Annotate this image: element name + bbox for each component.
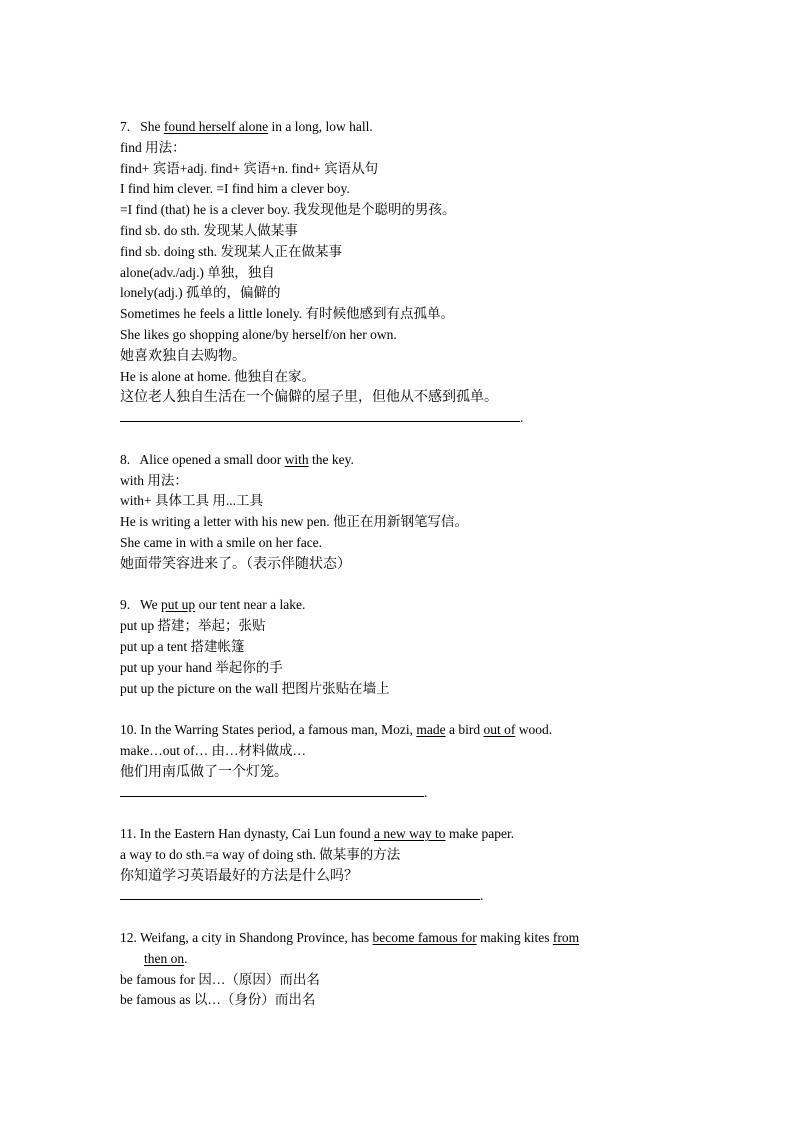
- example-line: She likes go shopping alone/by herself/on her own.: [120, 326, 397, 342]
- answer-blank-line: [120, 886, 680, 907]
- sentence-text: a bird: [448, 722, 481, 738]
- sentence-text: in a long, low hall.: [271, 119, 373, 134]
- document-page: [120, 117, 680, 1011]
- exercise-prompt: 这位老人独自生活在一个偏僻的屋子里，但他从不感到孤单。: [120, 389, 498, 406]
- key-phrase: a new way to: [373, 826, 446, 842]
- sentence-12: [120, 928, 680, 949]
- translation-line: 她喜欢独自去购物。: [120, 347, 246, 364]
- sentence-text: She: [140, 119, 161, 134]
- sentence-text: 11. In the Eastern Han dynasty, Cai Lun found: [120, 826, 371, 842]
- note-line: alone(adv./adj.) 单独，独自: [120, 264, 275, 280]
- period: .: [480, 888, 484, 904]
- note-line: find sb. doing sth. 发现某人正在做某事: [120, 243, 343, 259]
- key-phrase: become famous for: [372, 930, 477, 946]
- answer-blank[interactable]: [120, 784, 424, 797]
- period: .: [184, 950, 188, 966]
- key-phrase: with: [284, 451, 309, 467]
- note-line: lonely(adj.) 孤单的，偏僻的: [120, 285, 281, 301]
- example-line: Sometimes he feels a little lonely. 有时候他感到有点孤单。: [120, 306, 454, 322]
- answer-blank-line: [120, 783, 680, 804]
- example-line: She came in with a smile on her face.: [120, 534, 323, 550]
- sentence-8: [120, 450, 680, 471]
- note-line: with+ 具体工具 用...工具: [120, 493, 263, 509]
- sentence-7: [120, 117, 680, 138]
- example-line: He is alone at home. 他独自在家。: [120, 368, 315, 384]
- answer-blank-line: [120, 408, 680, 429]
- item-number: 9.: [120, 597, 131, 613]
- sentence-text: Alice opened a small door: [139, 451, 282, 467]
- note-line: with 用法：: [120, 472, 188, 488]
- sentence-text: our tent near a lake.: [198, 597, 306, 613]
- example-line: He is writing a letter with his new pen. 他正在用新钢笔写信。: [120, 514, 468, 530]
- key-phrase: made: [416, 722, 446, 738]
- example-line: =I find (that) he is a clever boy. 我发现他是个聪明的男孩。: [120, 202, 456, 218]
- sentence-9: [120, 595, 680, 616]
- sentence-11: [120, 824, 680, 845]
- example-line: put up the picture on the wall 把图片张贴在墙上: [120, 680, 390, 696]
- note-line: a way to do sth.=a way of doing sth. 做某事的方法: [120, 846, 401, 862]
- note-line: be famous for 因…（原因）而出名: [120, 971, 320, 987]
- item-number: 8.: [120, 451, 131, 467]
- example-line: I find him clever. =I find him a clever boy.: [120, 181, 350, 197]
- note-line: make…out of… 由…材料做成…: [120, 742, 306, 758]
- answer-blank[interactable]: [120, 409, 520, 422]
- period: .: [520, 410, 524, 426]
- sentence-text: make paper.: [448, 826, 515, 842]
- key-phrase: from: [552, 930, 580, 946]
- note-line: find 用法：: [120, 139, 186, 155]
- item-number: 7.: [120, 119, 131, 134]
- exercise-prompt: 他们用南瓜做了一个灯笼。: [120, 763, 288, 780]
- sentence-text: 12. Weifang, a city in Shandong Province, has: [120, 930, 370, 946]
- example-line: put up your hand 举起你的手: [120, 659, 283, 675]
- note-line: be famous as 以…（身份）而出名: [120, 992, 316, 1008]
- key-phrase: put up: [161, 597, 196, 613]
- sentence-text: 10. In the Warring States period, a famous man, Mozi,: [120, 722, 413, 738]
- note-line: find+ 宾语+adj. find+ 宾语+n. find+ 宾语从句: [120, 160, 379, 176]
- example-line: put up a tent 搭建帐篷: [120, 638, 245, 654]
- sentence-text: We: [140, 597, 158, 613]
- note-line: find sb. do sth. 发现某人做某事: [120, 222, 298, 238]
- sentence-10: [120, 720, 680, 741]
- period: .: [424, 784, 428, 800]
- note-line: put up 搭建；举起；张贴: [120, 618, 266, 634]
- exercise-prompt: 你知道学习英语最好的方法是什么吗？: [120, 867, 358, 884]
- sentence-text: wood.: [518, 722, 553, 738]
- sentence-text: the key.: [312, 451, 354, 467]
- key-phrase: then on: [144, 950, 185, 966]
- key-phrase: out of: [483, 722, 516, 738]
- answer-blank[interactable]: [120, 887, 480, 900]
- sentence-text: making kites: [480, 930, 550, 946]
- key-phrase: found herself alone: [163, 119, 269, 134]
- sentence-12-continued: [120, 949, 680, 970]
- translation-line: 她面带笑容进来了。（表示伴随状态）: [120, 555, 351, 572]
